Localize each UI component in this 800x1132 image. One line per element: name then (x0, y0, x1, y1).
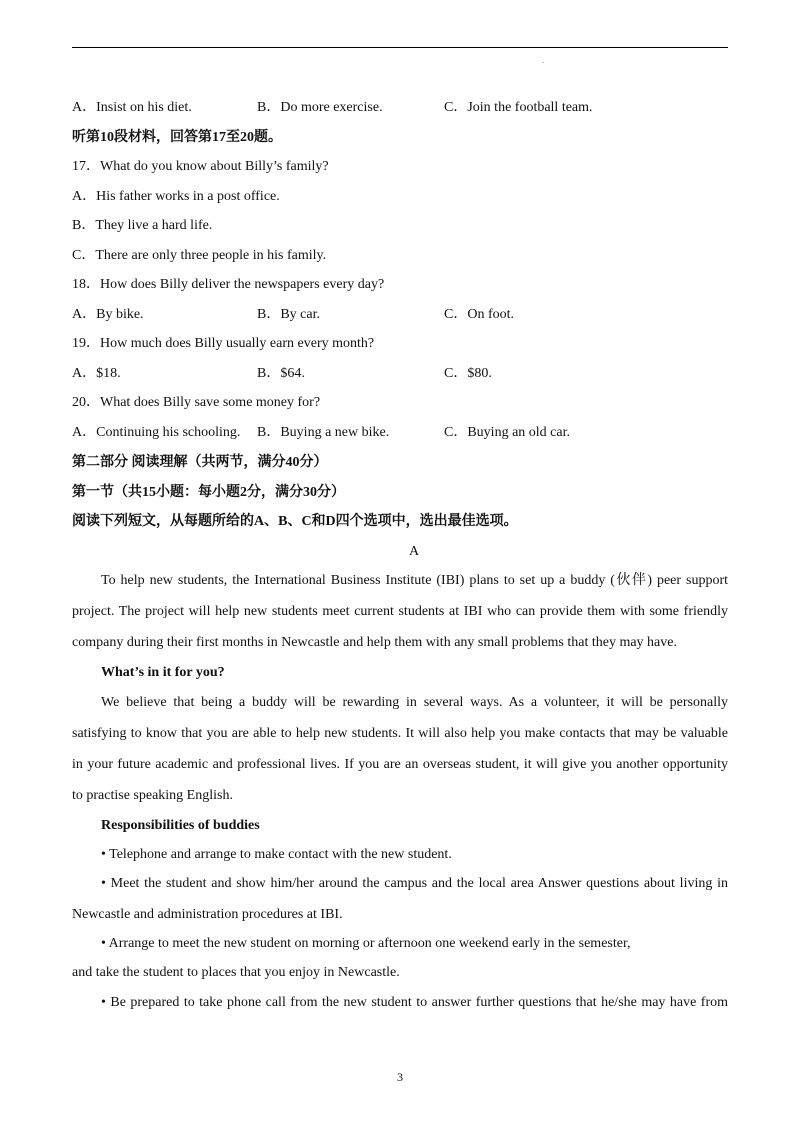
q17-stem: 17．What do you know about Billy’s family? (72, 159, 329, 174)
q16-option-a: A．Insist on his diet. (72, 100, 192, 115)
header-rule (72, 47, 728, 48)
q18-option-a: A．By bike. (72, 307, 144, 322)
para2-line1: We believe that being a buddy will be rewarding in several ways. As a volunteer, it will be personally (101, 695, 728, 710)
q16-option-b: B．Do more exercise. (257, 100, 383, 115)
q19-option-a: A．$18. (72, 366, 121, 381)
part2-heading: 第二部分 阅读理解（共两节，满分40分） (72, 455, 328, 470)
subheading-whats-in-it: What’s in it for you? (101, 665, 225, 680)
q20-option-b: B．Buying a new bike. (257, 425, 390, 440)
reading-instructions: 阅读下列短文，从每题所给的A、B、C和D四个选项中，选出最佳选项。 (72, 514, 518, 529)
q16-option-c: C．Join the football team. (444, 100, 593, 115)
passage-letter: A (408, 544, 420, 559)
q19-option-c: C．$80. (444, 366, 492, 381)
bullet-2-line2: Newcastle and administration procedures at IBI. (72, 907, 343, 922)
bullet-3-line2: and take the student to places that you enjoy in Newcastle. (72, 965, 400, 980)
q19-stem: 19．How much does Billy usually earn every month? (72, 336, 375, 351)
bullet-2-line1: • Meet the student and show him/her around the campus and the local area Answer questions about living in (101, 876, 728, 891)
q18-option-b: B．By car. (257, 307, 320, 322)
para1-line2: project. The project will help new students meet current students at IBI who can provide them with some friendly (72, 604, 728, 619)
subheading-responsibilities: Responsibilities of buddies (101, 818, 260, 833)
para2-line3: in your future academic and professional lives. If you are an overseas student, it will give you another opportunity (72, 757, 728, 772)
para1-line1: To help new students, the International Business Institute (IBI) plans to set up a buddy (伙伴) peer support (101, 573, 728, 588)
q17-option-c: C．There are only three people in his family. (72, 248, 327, 263)
q20-option-c: C．Buying an old car. (444, 425, 570, 440)
para2-line4: to practise speaking English. (72, 788, 233, 803)
page-number: 3 (397, 1070, 403, 1084)
q20-stem: 20．What does Billy save some money for? (72, 395, 321, 410)
section10-heading: 听第10段材料，回答第17至20题。 (72, 130, 282, 145)
header-mark: . (542, 56, 544, 65)
q17-option-b: B．They live a hard life. (72, 218, 213, 233)
bullet-3-line1: • Arrange to meet the new student on morning or afternoon one weekend early in the semester, (101, 936, 631, 951)
q17-option-a: A．His father works in a post office. (72, 189, 280, 204)
q18-option-c: C．On foot. (444, 307, 514, 322)
q18-stem: 18．How does Billy deliver the newspapers every day? (72, 277, 385, 292)
para1-line3: company during their first months in Newcastle and help them with any small problems that they may have. (72, 635, 677, 650)
bullet-1: • Telephone and arrange to make contact with the new student. (101, 847, 452, 862)
q20-option-a: A．Continuing his schooling. (72, 425, 241, 440)
q19-option-b: B．$64. (257, 366, 305, 381)
para2-line2: satisfying to know that you are able to help new students. It will also help you make contacts that may be valuable (72, 726, 728, 741)
section1-heading: 第一节（共15小题：每小题2分，满分30分） (72, 485, 345, 500)
bullet-4-line1: • Be prepared to take phone call from the new student to answer further questions that he/she may have from (101, 995, 728, 1010)
